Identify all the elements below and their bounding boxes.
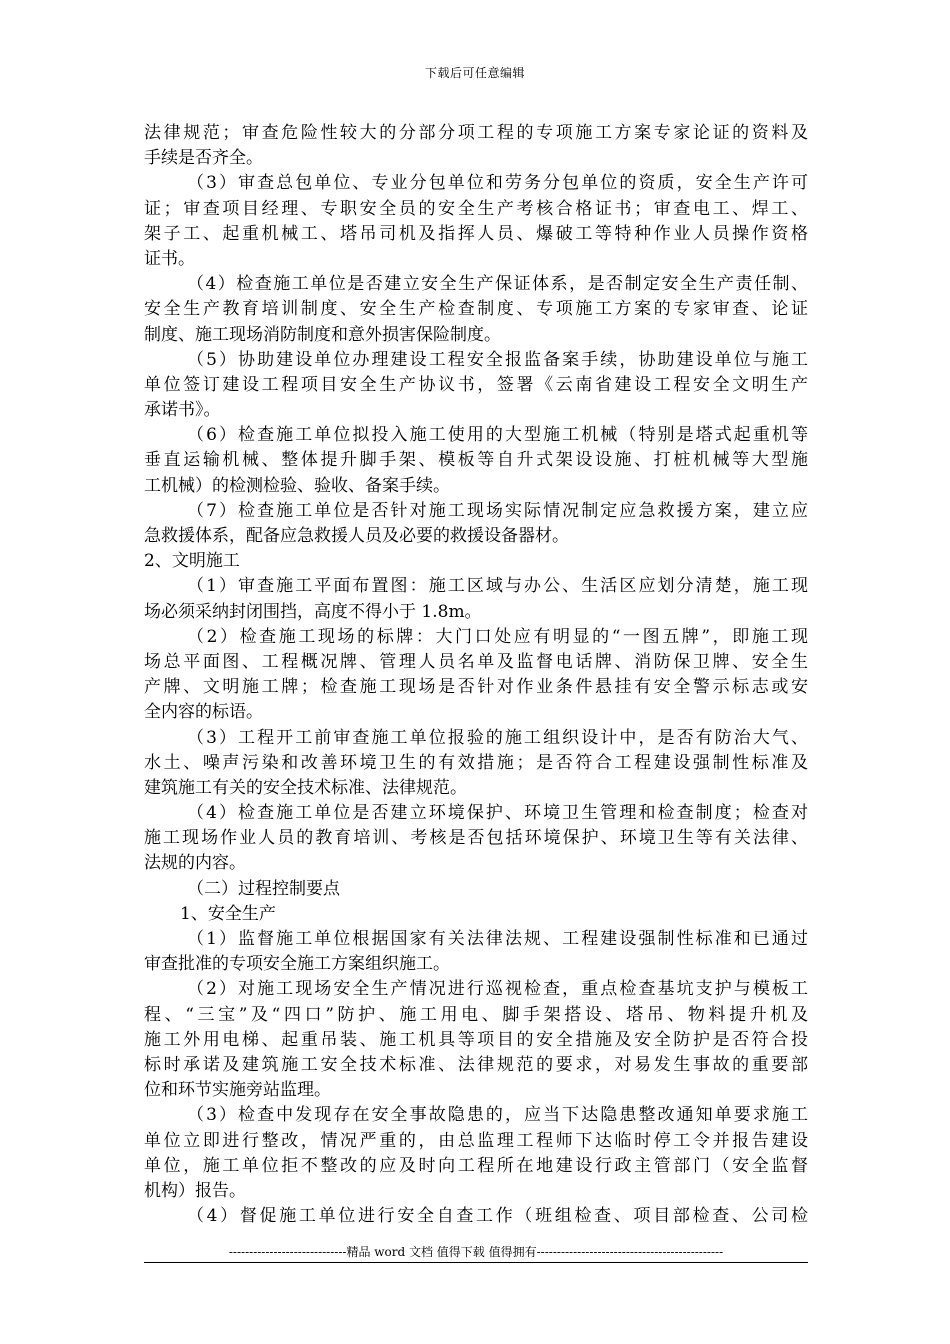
document-body [144,121,808,1229]
text-line: （2）检查施工现场的标牌：大门口处应有明显的“一图五牌”，即施工现 [187,626,808,647]
text-line: 法规的内容。 [144,853,246,874]
text-line: 机构）报告。 [144,1180,246,1201]
text-line: 施工现场作业人员的教育培训、考核是否包括环境保护、环境卫生等有关法律、 [144,828,808,849]
text-line: 场必须采纳封闭围挡，高度不得小于 1.8m。 [144,601,482,622]
text-line: 承诺书》。 [144,400,221,421]
text-line: 产牌、文明施工牌；检查施工现场是否针对作业条件悬挂有安全警示标志或安 [144,677,808,698]
text-line: 水土、噪声污染和改善环境卫生的有效措施；是否符合工程建设强制性标准及 [144,752,808,773]
footer-divider [144,1262,808,1263]
text-line: 单位立即进行整改，情况严重的，由总监理工程师下达临时停工令并报告建设 [144,1130,808,1151]
text-line: 安全生产教育培训制度、安全生产检查制度、专项施工方案的专家审查、论证 [144,299,808,320]
text-line: 1、安全生产 [180,903,276,924]
text-line: （3）检查中发现存在安全事故隐患的，应当下达隐患整改通知单要求施工 [187,1105,808,1126]
text-line: （二）过程控制要点 [187,878,340,899]
text-line: 单位，施工单位拒不整改的应及时向工程所在地建设行政主管部门（安全监督 [144,1155,808,1176]
text-line: （4）检查施工单位是否建立环境保护、环境卫生管理和检查制度；检查对 [187,803,808,824]
page-footer-text: -----------------------------精品 word 文档 值得下载 值得拥有---------------------------------------------- [228,1245,724,1259]
text-line: 全内容的标语。 [144,702,263,723]
text-line: （3）审查总包单位、专业分包单位和劳务分包单位的资质，安全生产许可 [187,173,808,194]
text-line: 垂直运输机械、整体提升脚手架、模板等自升式架设设施、打桩机械等大型施 [144,450,808,471]
text-line: 建筑施工有关的安全技术标准、法律规范。 [144,777,467,798]
text-line: 场总平面图、工程概况牌、管理人员名单及监督电话牌、消防保卫牌、安全生 [144,651,808,672]
text-line: 手续是否齐全。 [144,148,263,169]
text-line: 急救援体系，配备应急救援人员及必要的救援设备器材。 [144,526,569,546]
text-line: 单位签订建设工程项目安全生产协议书，签署《云南省建设工程安全文明生产 [144,374,808,395]
text-line: （1）监督施工单位根据国家有关法律法规、工程建设强制性标准和已通过 [187,929,808,949]
text-line: （6）检查施工单位拟投入施工使用的大型施工机械（特别是塔式起重机等 [187,425,808,446]
text-line: 程、“三宝”及“四口”防护、施工用电、脚手架搭设、塔吊、物料提升机及 [144,1004,808,1025]
text-line: 工机械）的检测检验、验收、备案手续。 [144,475,450,496]
text-line: 架子工、起重机械工、塔吊司机及指挥人员、爆破工等特种作业人员操作资格 [144,223,808,244]
text-line: 2、文明施工 [144,551,240,572]
text-line: （2）对施工现场安全生产情况进行巡视检查，重点检查基坑支护与模板工 [187,979,808,1000]
text-line: 证；审查项目经理、专职安全员的安全生产考核合格证书；审查电工、焊工、 [144,198,808,219]
text-line: 标时承诺及建筑施工安全技术标准、法律规范的要求，对易发生事故的重要部 [144,1054,808,1075]
text-line: （7）检查施工单位是否针对施工现场实际情况制定应急救援方案，建立应 [187,500,808,521]
text-line: 法律规范；审查危险性较大的分部分项工程的专项施工方案专家论证的资料及 [144,123,808,143]
text-line: 审查批准的专项安全施工方案组织施工。 [144,954,450,975]
text-line: （5）协助建设单位办理建设工程安全报监备案手续，协助建设单位与施工 [187,349,808,370]
page-header-note: 下载后可任意编辑 [424,66,525,80]
text-line: 施工外用电梯、起重吊装、施工机具等项目的安全措施及安全防护是否符合投 [144,1029,808,1050]
text-line: （3）工程开工前审查施工单位报验的施工组织设计中，是否有防治大气、 [187,727,808,748]
text-line: 证书。 [144,248,195,269]
text-line: （1）审查施工平面布置图：施工区域与办公、生活区应划分清楚，施工现 [187,576,808,597]
text-line: 位和环节实施旁站监理。 [144,1080,331,1101]
text-line: （4）检查施工单位是否建立安全生产保证体系，是否制定安全生产责任制、 [187,274,808,295]
text-line: 制度、施工现场消防制度和意外损害保险制度。 [144,324,501,345]
text-line: （4）督促施工单位进行安全自查工作（班组检查、项目部检查、公司检 [187,1206,808,1227]
